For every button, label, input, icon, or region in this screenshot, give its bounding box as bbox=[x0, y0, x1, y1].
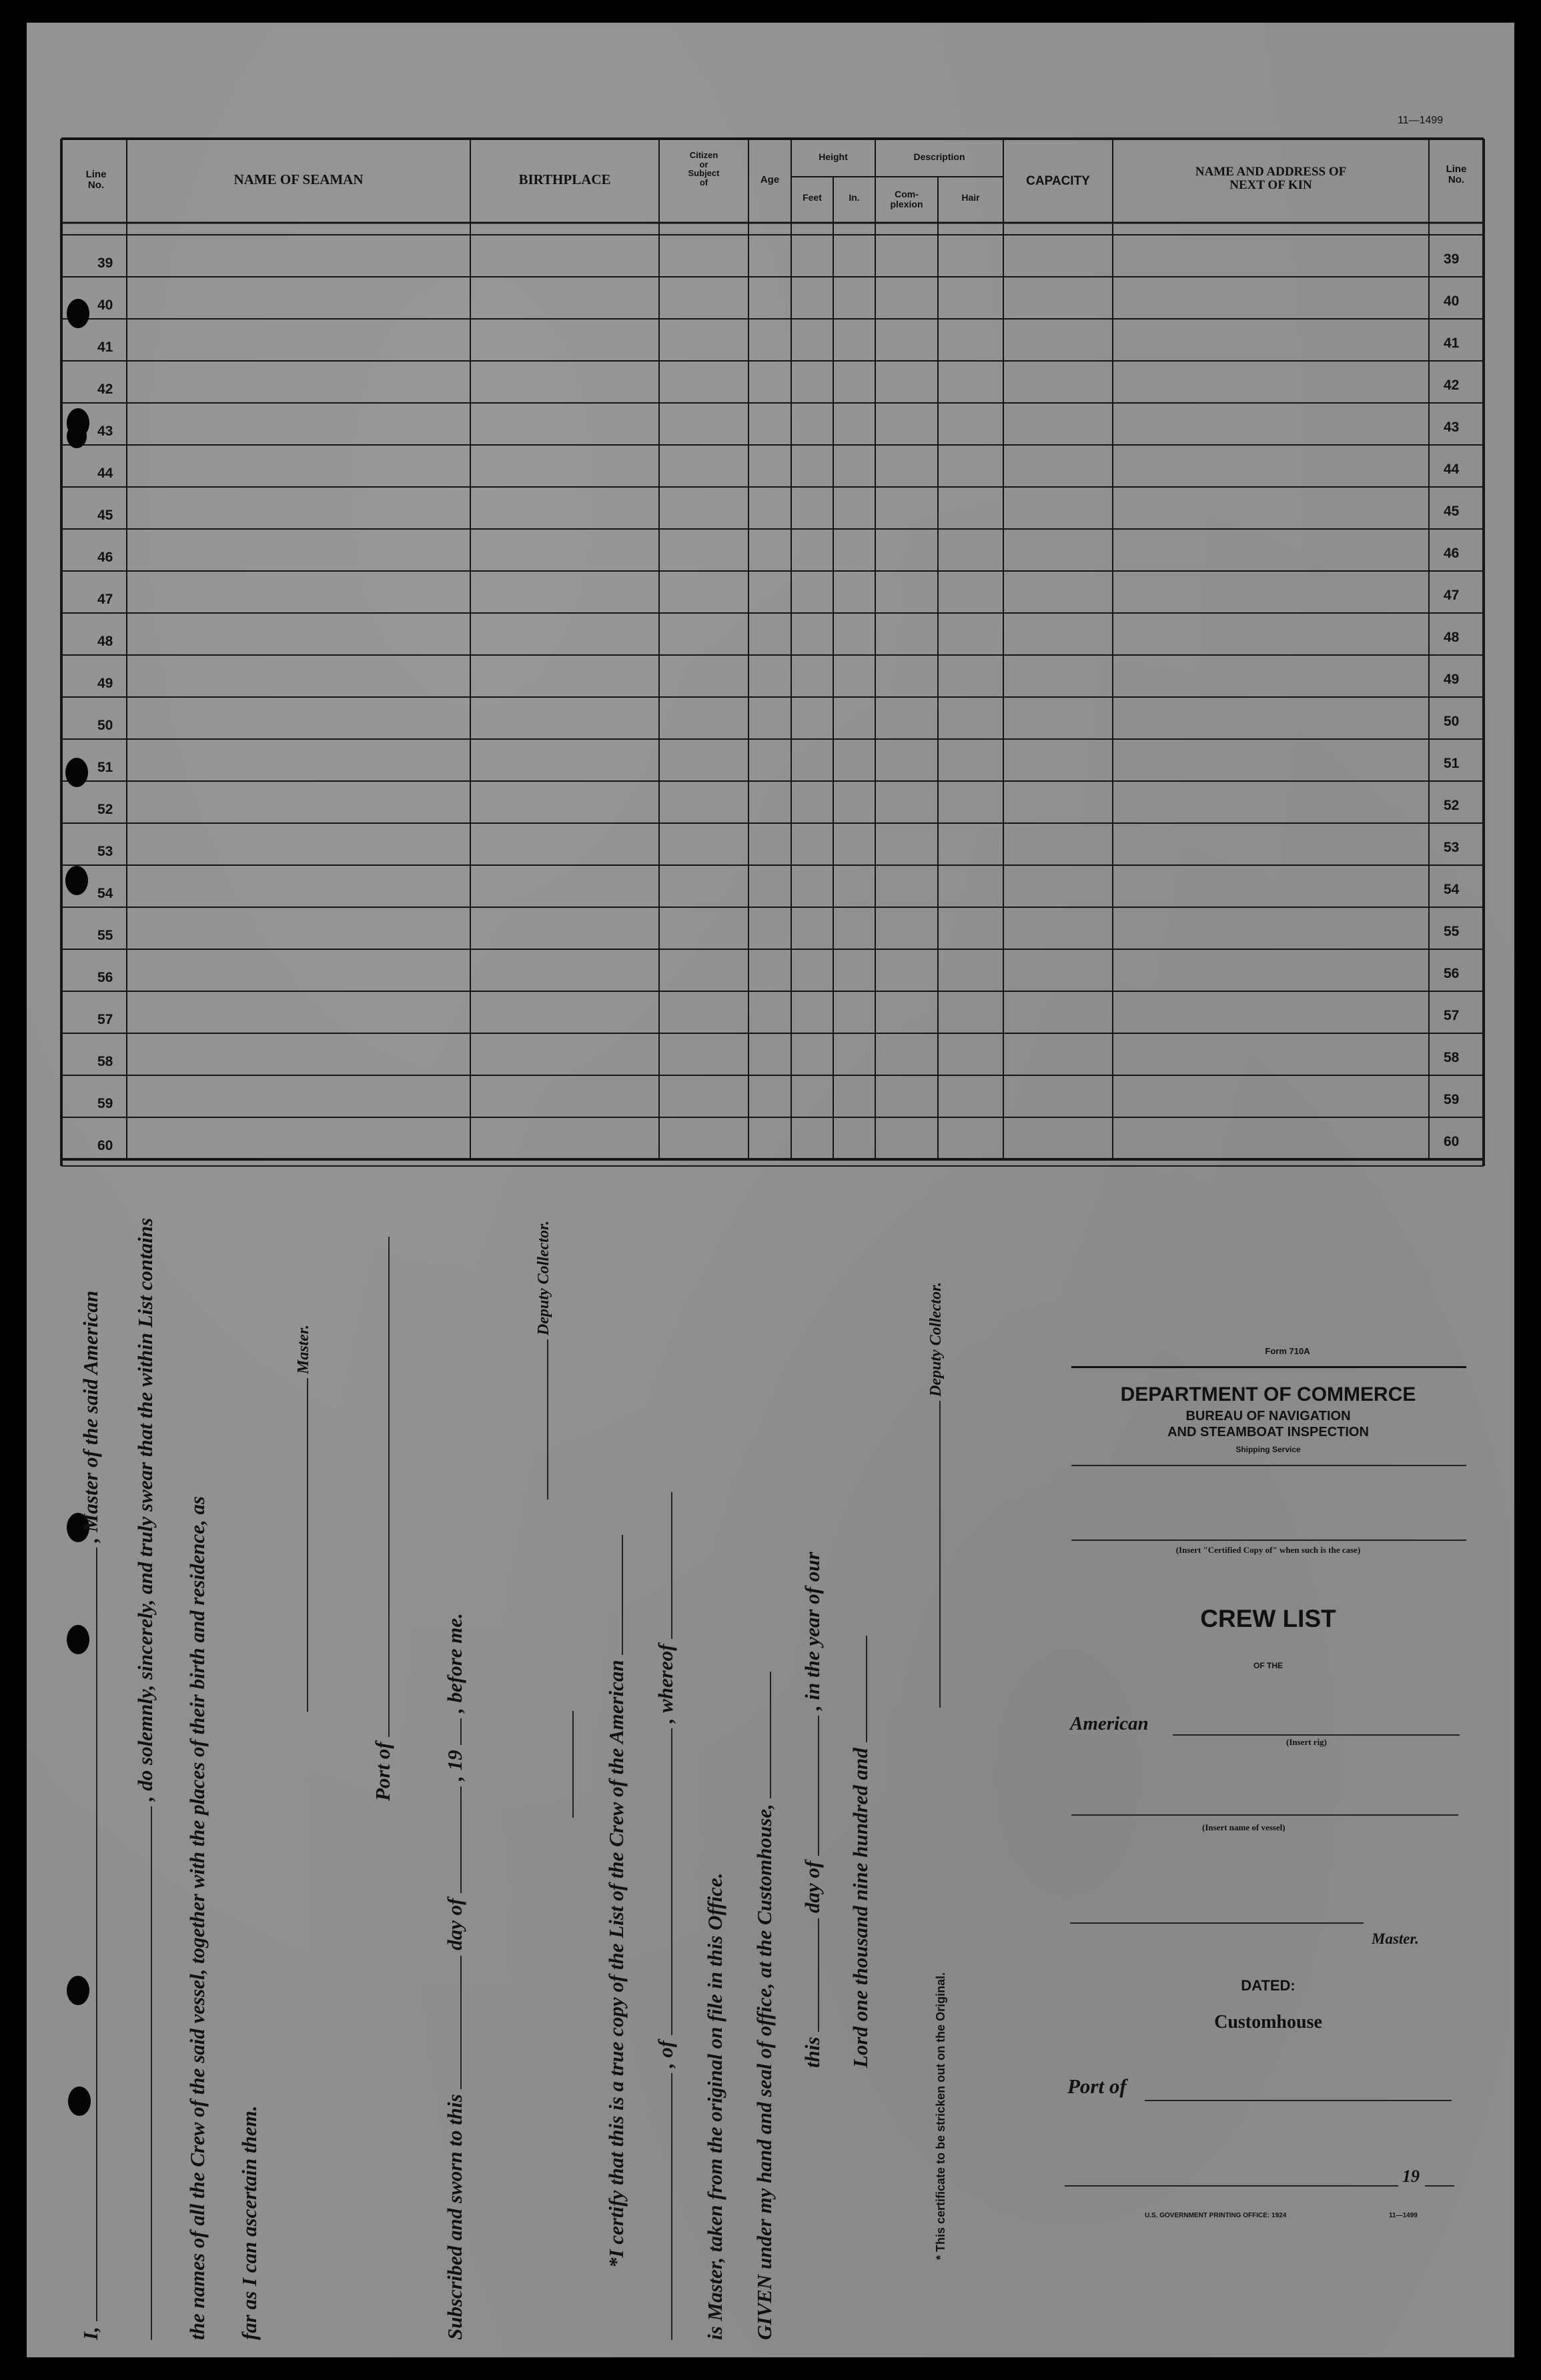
row-number-right: 52 bbox=[1444, 798, 1460, 813]
certified-copy-line bbox=[1071, 1540, 1466, 1541]
header-citizen: Citizen or Subject of bbox=[688, 150, 720, 187]
row-number-left: 51 bbox=[97, 760, 113, 775]
row-number-right: 53 bbox=[1444, 840, 1460, 855]
row-number-right: 41 bbox=[1444, 336, 1460, 351]
cover-form-code: 11—1499 bbox=[1389, 2212, 1418, 2219]
row-number-left: 40 bbox=[97, 298, 113, 313]
certificate-line-6: Lord one thousand nine hundred and bbox=[849, 1636, 873, 2068]
header-description: Description bbox=[913, 151, 965, 162]
punch-hole bbox=[67, 424, 87, 448]
row-number-left: 58 bbox=[97, 1054, 113, 1069]
date-line-end bbox=[1425, 2185, 1454, 2187]
of-the: OF THE bbox=[1253, 1661, 1283, 1670]
row-number-left: 60 bbox=[97, 1138, 113, 1153]
row-number-left: 46 bbox=[97, 550, 113, 565]
date-line bbox=[1065, 2185, 1398, 2187]
row-number-right: 60 bbox=[1444, 1134, 1460, 1149]
row-number-left: 44 bbox=[97, 466, 113, 481]
certificate-footnote: * This certificate to be stricken out on the Original. bbox=[934, 1972, 947, 2260]
vessel-name-line bbox=[1071, 1814, 1458, 1816]
cover-rule-top bbox=[1071, 1366, 1466, 1368]
header-line-no-left: Line No. bbox=[85, 169, 107, 191]
crew-list-title: CREW LIST bbox=[1200, 1605, 1336, 1632]
row-number-right: 43 bbox=[1444, 420, 1460, 435]
master-line bbox=[1070, 1922, 1364, 1924]
header-name-of-seaman: NAME OF SEAMAN bbox=[233, 171, 364, 187]
header-hair: Hair bbox=[961, 192, 980, 203]
row-number-right: 46 bbox=[1444, 546, 1460, 561]
row-number-right: 58 bbox=[1444, 1050, 1460, 1065]
dated-label: DATED: bbox=[1241, 1977, 1296, 1994]
header-feet: Feet bbox=[803, 192, 822, 203]
bureau-line-1: BUREAU OF NAVIGATION bbox=[1185, 1409, 1351, 1423]
row-number-right: 54 bbox=[1444, 882, 1460, 897]
row-number-right: 45 bbox=[1444, 504, 1460, 519]
printer-imprint: U.S. GOVERNMENT PRINTING OFFICE: 1924 bbox=[1145, 2212, 1287, 2219]
signature-line bbox=[572, 1711, 574, 1818]
header-in: In. bbox=[849, 192, 860, 203]
row-number-left: 57 bbox=[97, 1012, 113, 1027]
row-number-left: 52 bbox=[97, 802, 113, 817]
row-number-left: 41 bbox=[97, 340, 113, 355]
row-number-left: 47 bbox=[97, 592, 113, 607]
insert-vessel-name: (Insert name of vessel) bbox=[1202, 1822, 1286, 1832]
row-number-right: 50 bbox=[1444, 714, 1460, 729]
certified-note: (Insert "Certified Copy of" when such is the case) bbox=[1175, 1545, 1361, 1555]
oath-line-4: far as I can ascertain them. bbox=[237, 2105, 261, 2340]
header-capacity: CAPACITY bbox=[1026, 174, 1090, 188]
header-line-no-right: Line No. bbox=[1446, 163, 1467, 185]
row-number-right: 42 bbox=[1444, 378, 1460, 393]
row-number-right: 57 bbox=[1444, 1008, 1460, 1023]
punch-hole bbox=[65, 866, 88, 895]
cover-rule-2 bbox=[1071, 1465, 1466, 1466]
row-number-left: 50 bbox=[97, 718, 113, 733]
row-number-left: 39 bbox=[97, 255, 113, 271]
certificate-deputy-collector: Deputy Collector. bbox=[926, 1282, 945, 1708]
row-number-right: 55 bbox=[1444, 924, 1460, 939]
department-title: DEPARTMENT OF COMMERCE bbox=[1120, 1383, 1416, 1405]
row-number-right: 51 bbox=[1444, 756, 1460, 771]
punch-hole bbox=[65, 758, 88, 787]
shipping-service: Shipping Service bbox=[1235, 1445, 1301, 1454]
certificate-line-3: is Master, taken from the original on file in this Office. bbox=[703, 1872, 726, 2340]
header-height: Height bbox=[819, 151, 848, 162]
row-number-right: 49 bbox=[1444, 672, 1460, 687]
header-next-of-kin: NAME AND ADDRESS OF NEXT OF KIN bbox=[1195, 165, 1347, 192]
row-number-right: 39 bbox=[1444, 251, 1460, 267]
row-number-left: 48 bbox=[97, 634, 113, 649]
certificate-line-2: , of , whereof bbox=[654, 1492, 678, 2340]
row-number-right: 47 bbox=[1444, 588, 1460, 603]
certificate-line-4: GIVEN under my hand and seal of office, at the Customhouse, bbox=[752, 1672, 777, 2340]
row-number-left: 56 bbox=[97, 970, 113, 985]
row-number-right: 44 bbox=[1444, 462, 1460, 477]
header-complexion: Com- plexion bbox=[890, 189, 923, 209]
row-number-left: 45 bbox=[97, 508, 113, 523]
oath-master-label: Master. bbox=[294, 1325, 313, 1712]
oath-line-1: I, , Master of the said American bbox=[79, 1290, 102, 2340]
american-label: American bbox=[1070, 1713, 1149, 1734]
header-birthplace: BIRTHPLACE bbox=[518, 171, 611, 187]
punch-hole bbox=[67, 299, 89, 328]
customhouse-label: Customhouse bbox=[1214, 2012, 1322, 2032]
insert-rig: (Insert rig) bbox=[1286, 1737, 1328, 1747]
row-number-right: 40 bbox=[1444, 293, 1460, 309]
rig-line bbox=[1173, 1734, 1460, 1736]
row-number-right: 48 bbox=[1444, 630, 1460, 645]
row-number-left: 43 bbox=[97, 424, 113, 439]
form-number: Form 710A bbox=[1265, 1346, 1310, 1356]
port-line bbox=[1145, 2100, 1452, 2101]
row-number-left: 42 bbox=[97, 382, 113, 397]
cover-port-of: Port of bbox=[1067, 2074, 1127, 2098]
cover-nineteen: 19 bbox=[1402, 2167, 1420, 2186]
bureau-line-2: AND STEAMBOAT INSPECTION bbox=[1167, 1425, 1369, 1439]
oath-subscribed: Subscribed and sworn to this day of , 19 , before me. bbox=[443, 1613, 466, 2340]
oath-port-of: Port of bbox=[371, 1237, 395, 1801]
header-age: Age bbox=[760, 174, 780, 185]
row-number-left: 59 bbox=[97, 1096, 113, 1111]
form-code-top: 11—1499 bbox=[1398, 115, 1444, 126]
oath-deputy-collector: Deputy Collector. bbox=[534, 1221, 553, 1500]
cover-master: Master. bbox=[1372, 1930, 1419, 1947]
certificate-line-5: this day of , in the year of our bbox=[801, 1552, 824, 2068]
row-number-right: 59 bbox=[1444, 1092, 1460, 1107]
row-number-left: 53 bbox=[97, 844, 113, 859]
row-number-left: 49 bbox=[97, 676, 113, 691]
row-number-left: 54 bbox=[97, 886, 113, 901]
oath-line-3: the names of all the Crew of the said vessel, together with the places of their birth and residence, as bbox=[185, 1496, 209, 2340]
row-number-left: 55 bbox=[97, 928, 113, 943]
oath-line-2: , do solemnly, sincerely, and truly swear that the within List contains bbox=[133, 1218, 157, 2340]
row-number-right: 56 bbox=[1444, 966, 1460, 981]
certificate-line-1: *I certify that this is a true copy of the List of the Crew of the American bbox=[604, 1535, 628, 2268]
